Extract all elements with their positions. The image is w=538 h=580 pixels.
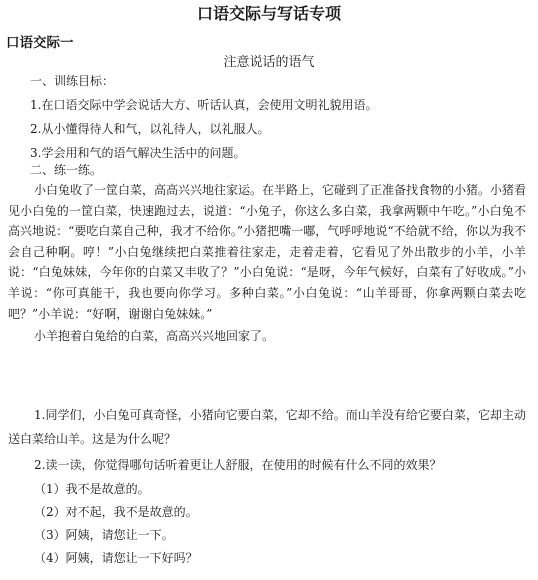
- practice-heading: 二、练一练。: [30, 163, 103, 177]
- goals-heading: 一、训练目标：: [30, 74, 115, 88]
- question-1: [8, 403, 526, 451]
- option-item: （1）我不是故意的。: [34, 482, 150, 496]
- lesson-subtitle: 注意说话的语气: [223, 55, 315, 70]
- story-paragraph: 小白兔收了一筐白菜，高高兴兴地往家运。在半路上，它碰到了正准备找食物的小猪。小猪看见小白兔的一筐白菜，快速跑过去，说道：“小兔子，你这么多白菜，我拿两颗中午吃。”小白兔不高兴地说：“要吃白菜自己种，我才不给你。”小猪把嘴一嘟，气呼呼地说“不给就不给，你以为我不会自己种啊。哼！”小白兔继续把白菜推着往家走，走着走着，它看见了外出散步的小羊，小羊说：“白兔妹妹，今年你的白菜又丰收了？”小白兔说：“是呀，今年气候好，白菜有了好收成。”小羊说：“你可真能干，我也要向你学习。多种白菜。”小白兔说：“山羊哥哥，你拿两颗白菜去吃吧？”小羊说：“好啊，谢谢白兔妹妹。”: [8, 183, 527, 321]
- question-2-text: 2.读一读，你觉得哪句话听着更让人舒服，在使用的时候有什么不同的效果？: [34, 458, 442, 472]
- section-heading: 口语交际一: [6, 35, 74, 51]
- option-item: （4）阿姨，请您让一下好吗？: [34, 551, 198, 565]
- story-block: [8, 180, 526, 347]
- page-title: 口语交际与写话专项: [196, 4, 341, 23]
- question-1-text: 1.同学们，小白兔可真奇怪，小猪向它要白菜，它却不给。而山羊没有给它要白菜，它却主动送白菜给山羊。这是为什么呢？: [8, 408, 526, 446]
- goal-item: 3.学会用和气的语气解决生活中的问题。: [30, 146, 246, 160]
- option-item: （2）对不起，我不是故意的。: [34, 505, 198, 519]
- goal-item: 1.在口语交际中学会说话大方、听话认真，会使用文明礼貌用语。: [30, 98, 378, 112]
- question-2: [8, 453, 526, 477]
- option-item: （3）阿姨，请您让一下。: [34, 528, 174, 542]
- goal-item: 2.从小懂得待人和气，以礼待人，以礼服人。: [30, 122, 270, 136]
- story-ending: 小羊抱着白兔给的白菜，高高兴兴地回家了。: [34, 329, 275, 344]
